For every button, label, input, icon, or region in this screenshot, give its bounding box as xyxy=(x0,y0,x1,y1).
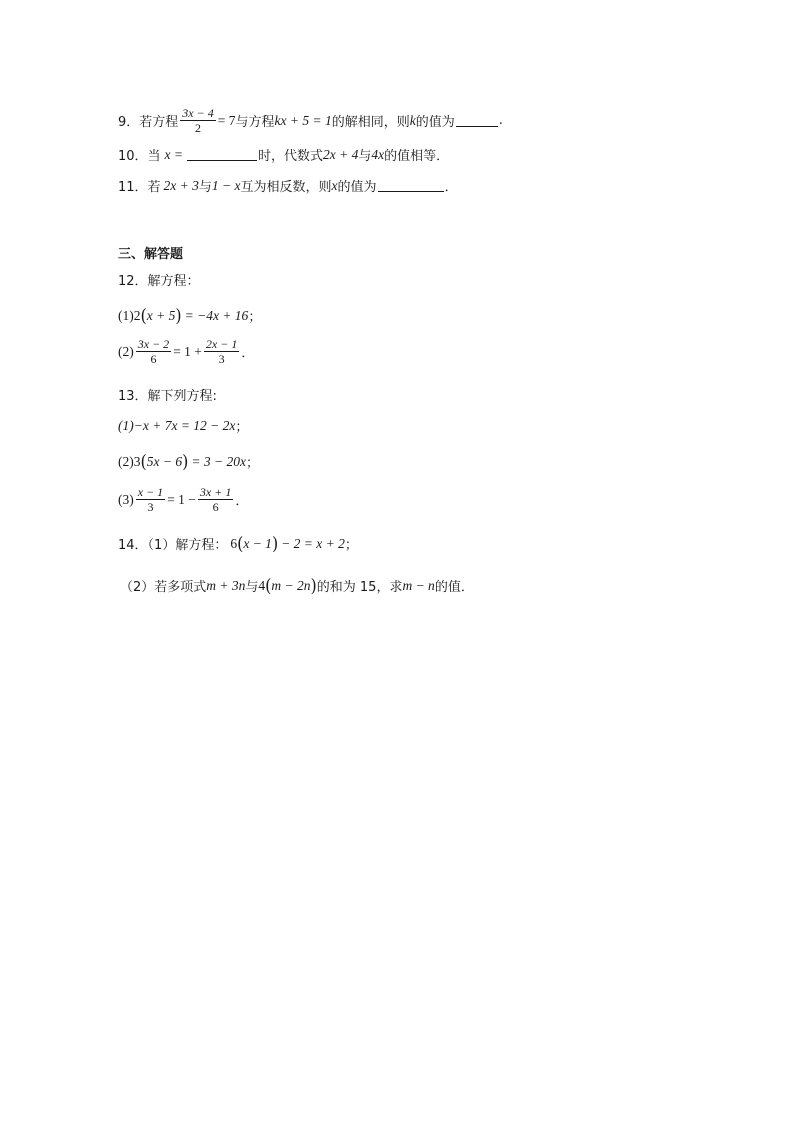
q13-p2-rparen: ) xyxy=(182,451,189,472)
q13-p2-lparen: ( xyxy=(140,451,147,472)
q13-p3-f1-den: 3 xyxy=(147,500,154,514)
q13-p2-coef: 3 xyxy=(133,453,141,469)
q10-text-mid: 时，代数式 xyxy=(258,149,324,164)
q11-text-mid: 与 xyxy=(198,180,212,195)
q10-text-mid2: 与 xyxy=(358,149,372,164)
q9-var: k xyxy=(409,112,416,128)
q13-p3-fraction-1 xyxy=(136,485,165,514)
q12-part-1 xyxy=(118,306,261,325)
q9-text-mid2: 的解相同，则 xyxy=(331,115,410,130)
q9-end: . xyxy=(498,113,503,128)
q12-p1-end: ； xyxy=(248,310,262,325)
q10-expr2: 4x xyxy=(371,146,385,162)
q13-part-3 xyxy=(118,485,248,514)
q14-p2-rparen: ) xyxy=(310,575,317,596)
q12-p2-f1-den: 6 xyxy=(150,352,157,366)
q12-p1-rparen: ) xyxy=(175,305,182,326)
q12-p2-label: (2) xyxy=(118,343,134,359)
q14-p2-mid2: 的和为 15，求 xyxy=(316,580,403,595)
q13-p1-end: ； xyxy=(235,420,249,435)
q13-p3-f1-num: x − 1 xyxy=(137,485,164,499)
q10-lhs: x = xyxy=(164,146,184,162)
q11-var: x xyxy=(331,177,338,193)
q12-p1-inner: x + 5 xyxy=(146,307,176,323)
q12-p1-coef: 2 xyxy=(133,307,141,323)
question-9 xyxy=(118,106,503,135)
q9-frac-numerator: 3x − 4 xyxy=(182,106,214,120)
q14-p2-label: （2）若多项式 xyxy=(120,580,207,595)
q13-part-1 xyxy=(118,416,248,435)
q11-end: ． xyxy=(444,180,458,195)
q13-p3-fraction-2 xyxy=(198,485,233,514)
q14-p1-inner: x − 1 xyxy=(243,535,272,551)
q11-text-mid2: 互为相反数，则 xyxy=(240,180,332,195)
q9-eq1-tail: = 7 xyxy=(217,112,236,128)
q12-p1-lparen: ( xyxy=(140,305,147,326)
q9-frac-denominator: 2 xyxy=(195,121,201,135)
q13-p1-equation: (1)−x + 7x = 12 − 2x xyxy=(118,417,236,433)
q14-p1-rhs: − 2 = x + 2 xyxy=(281,535,345,551)
q10-expr1: 2x + 4 xyxy=(323,146,359,162)
q11-number: 11．若 xyxy=(118,180,161,195)
q12-p2-mid: = 1 + xyxy=(173,343,202,359)
q12-p2-fraction-2 xyxy=(204,337,239,366)
q14-p1-rparen: ) xyxy=(271,533,279,554)
q13-title: 13．解下列方程: xyxy=(118,389,217,404)
q13-p2-end: ； xyxy=(245,456,259,471)
q11-expr2: 1 − x xyxy=(211,177,241,193)
q14-p2-inner: m − 2n xyxy=(271,577,311,593)
q12-p1-rhs: = −4x + 16 xyxy=(184,307,249,323)
q9-tail: 的值为 xyxy=(415,115,455,130)
q13-p3-end: ． xyxy=(235,494,249,509)
q13-p3-mid: = 1 − xyxy=(167,491,196,507)
q13-p2-label: (2) xyxy=(118,453,134,469)
q14-p2-lparen: ( xyxy=(265,575,272,596)
q10-tail: 的值相等． xyxy=(384,149,450,164)
q11-expr1: 2x + 3 xyxy=(163,177,199,193)
q14-p2-mid: 与 xyxy=(245,580,259,595)
q11-tail: 的值为 xyxy=(337,180,377,195)
q9-answer-blank[interactable] xyxy=(456,114,498,127)
q11-answer-blank[interactable] xyxy=(378,179,444,192)
q14-p2-tail: 的值． xyxy=(434,580,474,595)
q13-p3-label: (3) xyxy=(118,491,134,507)
q9-fraction xyxy=(180,106,215,135)
q12-part-2 xyxy=(118,337,254,366)
q13-p3-f2-num: 3x + 1 xyxy=(199,485,232,499)
q10-number: 10．当 xyxy=(118,149,161,164)
q14-p1-label: 14．（1）解方程： xyxy=(118,538,228,553)
q12-p1-label: (1) xyxy=(118,307,134,323)
section-heading: 三、解答题 xyxy=(118,247,184,262)
q9-text-mid: 与方程 xyxy=(235,115,275,130)
q14-part-1 xyxy=(118,534,358,553)
q12-p2-f1-num: 3x − 2 xyxy=(137,337,170,351)
q13-part-2 xyxy=(118,452,259,471)
question-11 xyxy=(118,176,458,195)
q14-p2-coef: 4 xyxy=(258,577,266,593)
q13-p3-f2-den: 6 xyxy=(212,500,219,514)
q10-answer-blank[interactable] xyxy=(187,148,257,161)
q14-p2-expr2: m − n xyxy=(402,577,435,593)
question-10 xyxy=(118,145,449,164)
q12-p2-f2-num: 2x − 1 xyxy=(205,337,238,351)
q14-p2-expr1: m + 3n xyxy=(206,577,246,593)
q14-part-2 xyxy=(120,576,474,595)
q9-eq2: kx + 5 = 1 xyxy=(274,112,332,128)
q13-p2-rhs: = 3 − 20x xyxy=(191,453,246,469)
q9-number: 9．若方程 xyxy=(118,115,179,130)
q14-p1-coef: 6 xyxy=(230,535,238,551)
q14-p1-end: ； xyxy=(344,538,358,553)
q14-p1-lparen: ( xyxy=(237,533,244,554)
q12-p2-end: ． xyxy=(241,346,255,361)
q12-title: 12．解方程： xyxy=(118,274,200,289)
q12-p2-f2-den: 3 xyxy=(218,352,225,366)
q12-p2-fraction-1 xyxy=(136,337,171,366)
q13-p2-inner: 5x − 6 xyxy=(146,453,183,469)
